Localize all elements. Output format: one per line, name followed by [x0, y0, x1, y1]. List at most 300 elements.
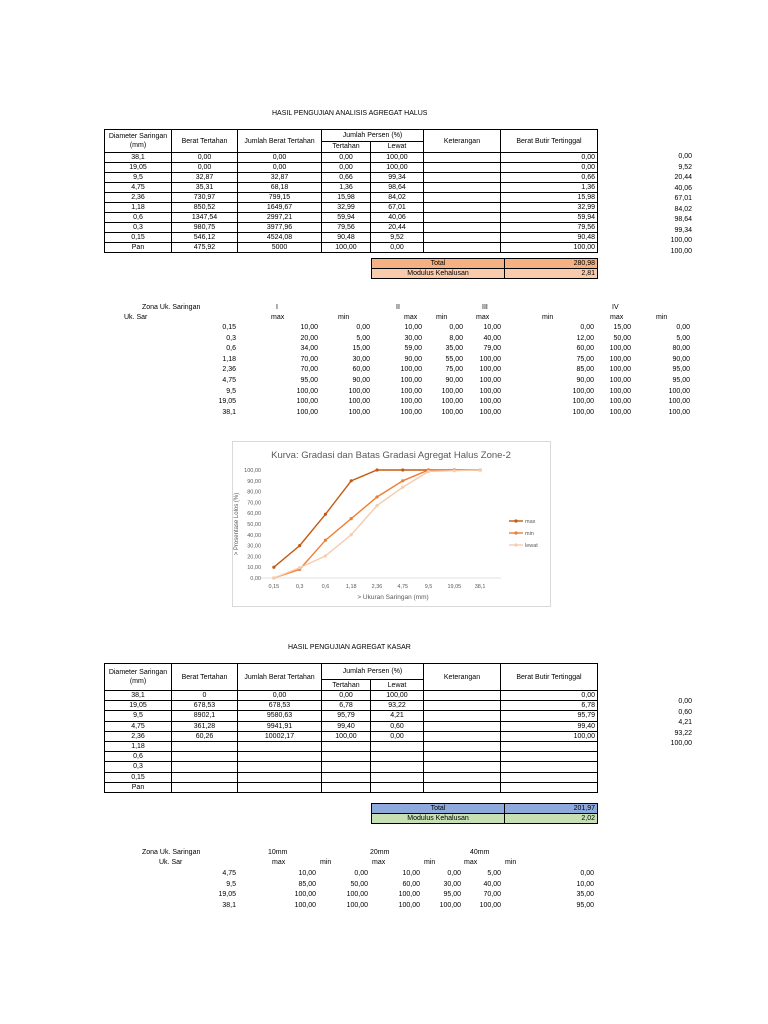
chart-y-tick: 0,00	[250, 576, 261, 582]
cell-keterangan	[424, 782, 501, 792]
cell-lewat: 20,44	[371, 223, 424, 233]
chart-y-tick: 80,00	[247, 489, 261, 496]
zone-cell: 38,1	[222, 901, 236, 909]
zone-cell: 10,00	[298, 870, 316, 877]
cell-jumlah: 1649,67	[238, 203, 322, 213]
col-persen: Jumlah Persen (%)	[322, 130, 424, 142]
zone-cell: 100,00	[668, 408, 690, 416]
kasar-col-lewat: Lewat	[371, 680, 424, 691]
legend-marker-lewat	[514, 543, 517, 546]
chart-ylabel: > Prosentase Lolos (%)	[234, 492, 240, 556]
cell-lewat: 93,22	[371, 701, 424, 711]
zone-cell: 100,00	[479, 398, 501, 406]
zone-cell: 8,00	[449, 334, 463, 342]
cell-butir: 0,00	[501, 153, 598, 163]
zone-cell: 70,00	[483, 891, 501, 899]
zone-cell: 100,00	[348, 398, 370, 406]
cell-jumlah: 32,87	[238, 173, 322, 183]
zone-subheader: min	[320, 859, 332, 866]
zone-subheader: max	[610, 314, 624, 321]
halus-modulus-value: 2,81	[505, 269, 598, 279]
zone-cell: 75,00	[445, 366, 463, 374]
zone-cell: 100,00	[572, 408, 594, 416]
cell-berat: 730,97	[172, 193, 238, 203]
zone-cell: 100,00	[609, 398, 631, 406]
cell-diameter: 19,05	[105, 163, 172, 173]
zone-cell: 100,00	[609, 366, 631, 374]
cell-tertahan: 95,79	[322, 711, 371, 721]
cell-berat	[172, 772, 238, 782]
data-point-lewat	[324, 554, 327, 557]
table-row	[105, 782, 598, 792]
zone-cell: 79,00	[483, 345, 501, 353]
cell-berat	[172, 741, 238, 751]
legend-label-lewat: lewat	[525, 543, 538, 549]
kasar-col-berat: Berat Tertahan	[172, 664, 238, 691]
zone-cell: 100,00	[294, 891, 316, 899]
cell-lewat: 0,60	[371, 721, 424, 731]
chart-y-tick: 100,00	[244, 468, 261, 474]
zone-cell: 90,00	[404, 355, 422, 363]
cell-jumlah: 678,53	[238, 701, 322, 711]
cell-diameter: 0,6	[105, 752, 172, 762]
cell-lewat: 0,00	[371, 731, 424, 741]
zone-cell: 0,15	[222, 324, 236, 331]
zone-cell: 90,00	[445, 377, 463, 384]
cell-diameter: 9,5	[105, 173, 172, 183]
legend-label-min: min	[525, 531, 534, 537]
cell-diameter: 1,18	[105, 203, 172, 213]
zone-cell: 100,00	[479, 355, 501, 363]
halus-total-label: Total	[372, 259, 505, 269]
cell-keterangan	[424, 731, 501, 741]
halus-modulus-label: Modulus Kehalusan	[372, 269, 505, 279]
zone-cell: 100,00	[609, 345, 631, 353]
cell-berat: 678,53	[172, 701, 238, 711]
cell-butir: 0,00	[501, 691, 598, 701]
chart-y-tick: 30,00	[247, 543, 261, 550]
halus-totals	[371, 258, 598, 279]
table-row	[105, 223, 598, 233]
zone-cell: 100,00	[479, 366, 501, 374]
cell-berat	[172, 752, 238, 762]
kasar-table	[104, 663, 598, 793]
cell-jumlah	[238, 772, 322, 782]
cell-jumlah: 68,18	[238, 183, 322, 193]
data-point-lewat	[427, 470, 430, 473]
cell-diameter: 0,15	[105, 233, 172, 243]
data-point-max	[375, 468, 378, 471]
zone-cell: 100,00	[296, 398, 318, 406]
kasar-modulus-label: Modulus Kehalusan	[372, 814, 505, 824]
cell-butir: 79,56	[501, 223, 598, 233]
zone-cell: 100,00	[398, 901, 420, 909]
data-point-lewat	[401, 486, 404, 489]
cell-berat	[172, 762, 238, 772]
table-row	[105, 183, 598, 193]
cell-diameter: 1,18	[105, 741, 172, 751]
table-row	[105, 213, 598, 223]
cell-diameter: 38,1	[105, 691, 172, 701]
zone-cell: 100,00	[609, 355, 631, 363]
zone-cell: 55,00	[445, 355, 463, 363]
zone-cell: 80,00	[672, 345, 690, 353]
cell-keterangan	[424, 741, 501, 751]
cell-keterangan	[424, 691, 501, 701]
cell-diameter: 0,6	[105, 213, 172, 223]
kasar-col-diameter: Diameter Saringan (mm)	[105, 664, 172, 691]
cell-lewat: 67,01	[371, 203, 424, 213]
cell-tertahan: 90,48	[322, 233, 371, 243]
side-value: 40,06	[674, 184, 692, 192]
zone-cell: 75,00	[576, 355, 594, 363]
cell-tertahan: 0,00	[322, 163, 371, 173]
col-keterangan: Keterangan	[424, 130, 501, 153]
kasar-col-butir: Berat Butir Tertinggal	[501, 664, 598, 691]
zone-cell: 10,00	[402, 870, 420, 877]
zone-cell: 35,00	[576, 891, 594, 899]
zone-cell: 59,00	[404, 345, 422, 353]
zone-cell: 95,00	[576, 901, 594, 909]
side-value: 99,34	[674, 226, 692, 234]
zone-cell: 100,00	[296, 387, 318, 395]
table-row	[105, 701, 598, 711]
zone-subheader: min	[424, 859, 436, 866]
zone-subheader: min	[436, 314, 448, 321]
side-value: 4,21	[678, 719, 692, 727]
cell-berat	[172, 782, 238, 792]
cell-diameter: 0,3	[105, 762, 172, 772]
chart-x-tick: 1,18	[345, 584, 357, 590]
cell-butir	[501, 741, 598, 751]
halus-total-value: 280,98	[505, 259, 598, 269]
cell-berat: 546,12	[172, 233, 238, 243]
cell-butir: 99,40	[501, 721, 598, 731]
side-value: 0,00	[678, 698, 692, 705]
zone-cell: 20,00	[300, 334, 318, 342]
zone-cell: 100,00	[441, 408, 463, 416]
zone-cell: 10,00	[576, 880, 594, 888]
cell-keterangan	[424, 153, 501, 163]
cell-tertahan: 99,40	[322, 721, 371, 731]
zone-cell: 38,1	[222, 408, 236, 416]
cell-lewat: 4,21	[371, 711, 424, 721]
chart-y-tick: 40,00	[247, 532, 261, 539]
legend-label-max: max	[525, 519, 536, 525]
chart-y-tick: 70,00	[247, 500, 261, 507]
zone-header: I	[276, 304, 278, 311]
zone-subheader: max	[271, 314, 285, 321]
cell-tertahan	[322, 741, 371, 751]
cell-diameter: 0,15	[105, 772, 172, 782]
zone-cell: 85,00	[576, 366, 594, 374]
zone-subheader: min	[656, 314, 668, 321]
side-value: 100,00	[670, 740, 692, 748]
cell-keterangan	[424, 193, 501, 203]
gradasi-chart-svg	[233, 442, 550, 606]
chart-xlabel: > Ukuran Saringan (mm)	[357, 594, 429, 601]
table-row	[105, 203, 598, 213]
cell-butir: 59,94	[501, 213, 598, 223]
zone-cell: 100,00	[294, 901, 316, 909]
chart-y-tick: 50,00	[247, 522, 261, 528]
data-point-max	[350, 479, 353, 482]
zone-cell: 10,00	[404, 324, 422, 331]
col-diameter: Diameter Saringan (mm)	[105, 130, 172, 153]
series-line-max	[274, 470, 480, 567]
zone-cell: 9,5	[226, 387, 236, 395]
zone-cell: 0,00	[676, 324, 690, 331]
zone-cell: 19,05	[218, 398, 236, 406]
cell-jumlah: 9580,63	[238, 711, 322, 721]
data-point-max	[401, 468, 404, 471]
data-point-lewat	[350, 533, 353, 536]
zona-kasar-uk: Uk. Sar	[159, 859, 183, 866]
cell-tertahan	[322, 762, 371, 772]
cell-berat: 32,87	[172, 173, 238, 183]
zone-subheader: min	[542, 314, 554, 321]
zone-subheader: max	[476, 314, 490, 321]
cell-berat: 0,00	[172, 163, 238, 173]
zone-cell: 85,00	[298, 880, 316, 888]
chart-y-tick: 90,00	[247, 478, 261, 485]
cell-diameter: 19,05	[105, 701, 172, 711]
kasar-col-jumlah: Jumlah Berat Tertahan	[238, 664, 322, 691]
zone-header: III	[482, 304, 488, 311]
cell-butir	[501, 762, 598, 772]
cell-butir: 1,36	[501, 183, 598, 193]
table-row	[105, 752, 598, 762]
zone-cell: 30,00	[352, 355, 370, 363]
series-line-min	[274, 470, 480, 578]
cell-berat: 35,31	[172, 183, 238, 193]
cell-diameter: 4,75	[105, 183, 172, 193]
zone-cell: 100,00	[348, 408, 370, 416]
cell-diameter: Pan	[105, 243, 172, 253]
cell-berat: 475,92	[172, 243, 238, 253]
cell-keterangan	[424, 721, 501, 731]
series-line-lewat	[274, 470, 480, 578]
chart-x-tick: 19,05	[447, 584, 462, 590]
cell-butir: 0,00	[501, 163, 598, 173]
cell-tertahan	[322, 782, 371, 792]
chart-x-tick: 38,1	[474, 584, 486, 590]
table-row	[105, 731, 598, 741]
zone-cell: 5,00	[356, 334, 370, 342]
zone-cell: 100,00	[609, 408, 631, 416]
cell-berat: 361,28	[172, 721, 238, 731]
cell-butir: 95,79	[501, 711, 598, 721]
cell-lewat: 100,00	[371, 153, 424, 163]
cell-tertahan: 0,00	[322, 153, 371, 163]
side-value: 98,64	[674, 216, 692, 223]
col-berat: Berat Tertahan	[172, 130, 238, 153]
cell-keterangan	[424, 203, 501, 213]
zone-cell: 15,00	[352, 345, 370, 353]
chart-y-tick: 20,00	[247, 554, 261, 561]
cell-diameter: 2,36	[105, 193, 172, 203]
cell-lewat	[371, 772, 424, 782]
table-row	[105, 153, 598, 163]
cell-jumlah: 0,00	[238, 691, 322, 701]
zone-cell: 60,00	[576, 345, 594, 353]
zone-header: II	[396, 304, 400, 311]
kasar-total-label: Total	[372, 804, 505, 814]
zone-header: 40mm	[470, 849, 490, 856]
cell-tertahan	[322, 772, 371, 782]
zona-halus-label: Zona Uk. Saringan	[142, 304, 201, 311]
zone-cell: 70,00	[300, 355, 318, 363]
table-row	[105, 691, 598, 701]
legend-marker-min	[514, 531, 517, 534]
col-tertahan: Tertahan	[322, 141, 371, 153]
cell-keterangan	[424, 711, 501, 721]
cell-tertahan: 100,00	[322, 243, 371, 253]
table-row	[105, 711, 598, 721]
zone-cell: 9,5	[226, 880, 236, 888]
cell-tertahan: 0,66	[322, 173, 371, 183]
chart-x-tick: 0,6	[321, 584, 330, 590]
cell-diameter: 4,75	[105, 721, 172, 731]
cell-butir	[501, 752, 598, 762]
cell-tertahan: 0,00	[322, 691, 371, 701]
zone-cell: 90,00	[352, 377, 370, 384]
cell-butir: 100,00	[501, 731, 598, 741]
side-value: 9,52	[678, 163, 692, 171]
zone-cell: 15,00	[613, 324, 631, 331]
zone-subheader: max	[272, 859, 286, 866]
zona-kasar-label: Zona Uk. Saringan	[142, 849, 201, 856]
cell-lewat	[371, 782, 424, 792]
cell-jumlah: 10002,17	[238, 731, 322, 741]
side-value: 100,00	[670, 247, 692, 255]
cell-jumlah: 0,00	[238, 163, 322, 173]
zone-cell: 90,00	[576, 377, 594, 384]
cell-butir: 90,48	[501, 233, 598, 243]
zone-cell: 100,00	[479, 387, 501, 395]
col-butir: Berat Butir Tertinggal	[501, 130, 598, 153]
zone-cell: 0,00	[447, 870, 461, 877]
chart-x-tick: 0,3	[295, 584, 304, 590]
cell-jumlah: 2997,21	[238, 213, 322, 223]
zone-cell: 100,00	[400, 377, 422, 384]
zone-cell: 4,75	[222, 870, 236, 877]
cell-tertahan: 1,36	[322, 183, 371, 193]
cell-berat: 980,75	[172, 223, 238, 233]
zone-cell: 100,00	[400, 398, 422, 406]
cell-lewat	[371, 752, 424, 762]
cell-butir: 6,78	[501, 701, 598, 711]
zone-cell: 0,00	[580, 870, 594, 877]
zone-cell: 40,00	[483, 334, 501, 342]
table-row	[105, 721, 598, 731]
zone-cell: 100,00	[479, 408, 501, 416]
gradasi-chart	[232, 441, 551, 607]
zone-cell: 0,00	[354, 870, 368, 877]
data-point-max	[298, 544, 301, 547]
cell-jumlah	[238, 741, 322, 751]
cell-berat: 1347,54	[172, 213, 238, 223]
zone-cell: 100,00	[479, 901, 501, 909]
cell-lewat: 100,00	[371, 691, 424, 701]
kasar-totals	[371, 803, 598, 824]
side-value: 0,00	[678, 153, 692, 160]
cell-butir	[501, 782, 598, 792]
cell-keterangan	[424, 243, 501, 253]
cell-lewat: 40,06	[371, 213, 424, 223]
cell-jumlah: 0,00	[238, 153, 322, 163]
zone-cell: 100,00	[668, 398, 690, 406]
cell-lewat: 100,00	[371, 163, 424, 173]
data-point-lewat	[453, 469, 456, 472]
zone-cell: 10,00	[483, 324, 501, 331]
col-lewat: Lewat	[371, 141, 424, 153]
cell-lewat: 0,00	[371, 243, 424, 253]
zone-cell: 19,05	[218, 891, 236, 899]
data-point-lewat	[375, 504, 378, 507]
zone-cell: 95,00	[672, 366, 690, 374]
halus-table	[104, 129, 598, 253]
cell-tertahan: 79,56	[322, 223, 371, 233]
side-value: 100,00	[670, 237, 692, 244]
cell-butir: 100,00	[501, 243, 598, 253]
kasar-col-persen: Jumlah Persen (%)	[322, 664, 424, 680]
cell-diameter: 0,3	[105, 223, 172, 233]
zone-cell: 0,00	[580, 324, 594, 331]
zone-cell: 60,00	[352, 366, 370, 374]
cell-berat: 8902,1	[172, 711, 238, 721]
cell-butir: 32,99	[501, 203, 598, 213]
zone-cell: 0,6	[226, 345, 236, 353]
side-value: 0,60	[678, 708, 692, 716]
zone-cell: 95,00	[443, 891, 461, 899]
zone-cell: 30,00	[404, 334, 422, 342]
zone-cell: 100,00	[346, 891, 368, 899]
col-jumlah: Jumlah Berat Tertahan	[238, 130, 322, 153]
cell-lewat	[371, 762, 424, 772]
zone-cell: 34,00	[300, 345, 318, 353]
chart-y-tick: 10,00	[247, 565, 261, 572]
chart-x-tick: 9,5	[424, 584, 433, 590]
kasar-modulus-value: 2,02	[505, 814, 598, 824]
kasar-col-keterangan: Keterangan	[424, 664, 501, 691]
table-row	[105, 163, 598, 173]
zone-cell: 100,00	[296, 408, 318, 416]
zone-cell: 70,00	[300, 366, 318, 374]
data-point-max	[272, 566, 275, 569]
legend-marker-max	[514, 519, 517, 522]
zone-cell: 95,00	[300, 377, 318, 384]
data-point-max	[324, 513, 327, 516]
cell-tertahan: 59,94	[322, 213, 371, 223]
chart-x-tick: 4,75	[397, 584, 409, 590]
zone-cell: 5,00	[487, 870, 501, 877]
table-row	[105, 741, 598, 751]
table-row	[105, 772, 598, 782]
zone-subheader: max	[372, 859, 386, 866]
cell-diameter: 38,1	[105, 153, 172, 163]
cell-butir	[501, 772, 598, 782]
zone-cell: 100,00	[572, 398, 594, 406]
side-value: 20,44	[674, 174, 692, 181]
table-row	[105, 173, 598, 183]
zone-cell: 0,3	[226, 334, 236, 342]
cell-berat: 60,26	[172, 731, 238, 741]
table-row	[105, 193, 598, 203]
cell-jumlah: 799,15	[238, 193, 322, 203]
data-point-min	[375, 495, 378, 498]
cell-lewat	[371, 741, 424, 751]
